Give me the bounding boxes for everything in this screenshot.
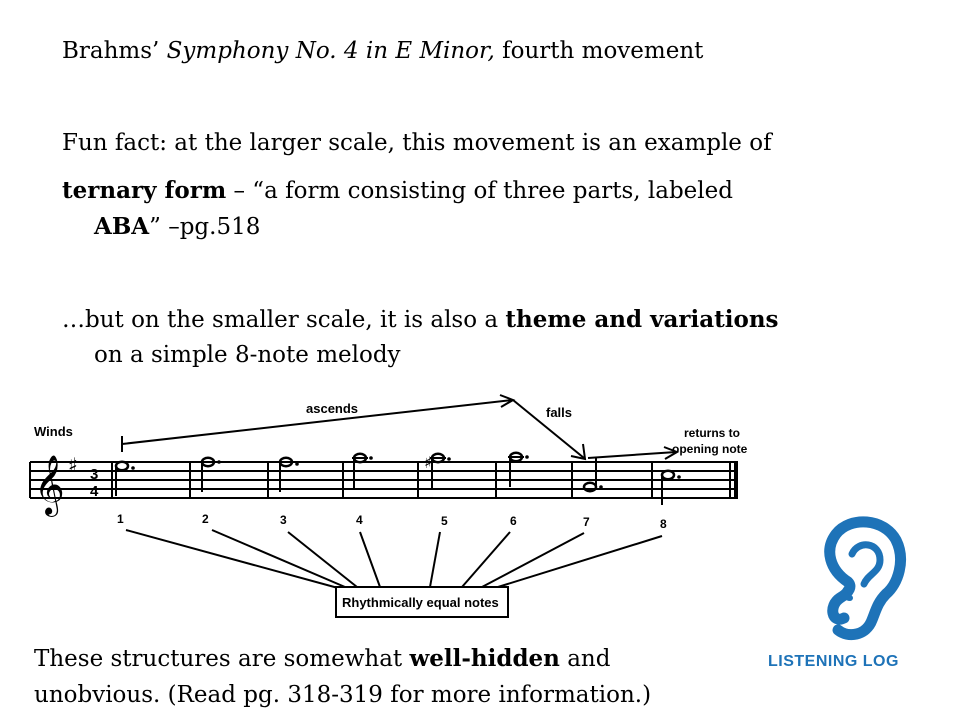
sharp-sign: ♯: [68, 453, 78, 477]
footer-prefix: These structures are somewhat: [34, 646, 410, 672]
ascends-label: ascends: [306, 401, 359, 416]
time-signature-top: 3: [90, 466, 99, 483]
time-signature-bottom: 4: [90, 483, 99, 500]
ternary-definition-text: – “a form consisting of three parts, labeled: [226, 178, 733, 204]
returns-label-2: opening note: [672, 442, 748, 456]
fun-fact-line: Fun fact: at the larger scale, this movement is an example of: [62, 130, 772, 156]
note-number-3: 3: [280, 513, 287, 527]
falls-label: falls: [546, 405, 573, 420]
ternary-definition-cont: [94, 211, 260, 243]
return-arrow: [588, 452, 676, 458]
note-number-5: 5: [441, 514, 448, 528]
ear-icon: [810, 514, 910, 644]
rhythm-label: Rhythmically equal notes: [342, 595, 499, 610]
footer-emphasis: well-hidden: [409, 645, 560, 672]
listening-log-label: LISTENING LOG: [768, 653, 899, 670]
title-work: Symphony No. 4 in E Minor,: [166, 38, 495, 64]
aba-label: ABA: [94, 213, 150, 240]
note-number-1: 1: [117, 512, 124, 526]
footer-suffix: and: [559, 646, 611, 672]
note-1: [116, 462, 128, 470]
slide-title: [62, 36, 703, 67]
variations-line: [62, 304, 779, 336]
footer-line-1: [34, 642, 610, 676]
instrument-label: Winds: [34, 424, 73, 439]
variations-line-2: on a simple 8-note melody: [94, 342, 401, 368]
note-8: [662, 471, 674, 479]
note-number-7: 7: [583, 515, 590, 529]
note-number-6: 6: [510, 514, 517, 528]
note-number-8: 8: [660, 517, 667, 531]
melody-diagram: [0, 378, 760, 628]
note-number-2: 2: [202, 512, 209, 526]
note-5-sharp: ♯: [424, 453, 432, 472]
treble-clef-icon: 𝄞: [34, 455, 65, 515]
music-staff: [30, 462, 738, 498]
note-number-4: 4: [356, 513, 363, 527]
ternary-form-term: ternary form: [62, 177, 227, 204]
footer-line-2: unobvious. (Read pg. 318-319 for more information.): [34, 682, 652, 708]
page-ref: ” –pg.518: [149, 214, 261, 240]
ternary-form-definition: [62, 175, 733, 207]
title-composer: Brahms’: [62, 38, 167, 64]
variations-prefix: …but on the smaller scale, it is also a: [62, 307, 506, 333]
variations-term: theme and variations: [505, 306, 779, 333]
title-rest: fourth movement: [494, 38, 704, 64]
returns-label-1: returns to: [684, 426, 741, 440]
